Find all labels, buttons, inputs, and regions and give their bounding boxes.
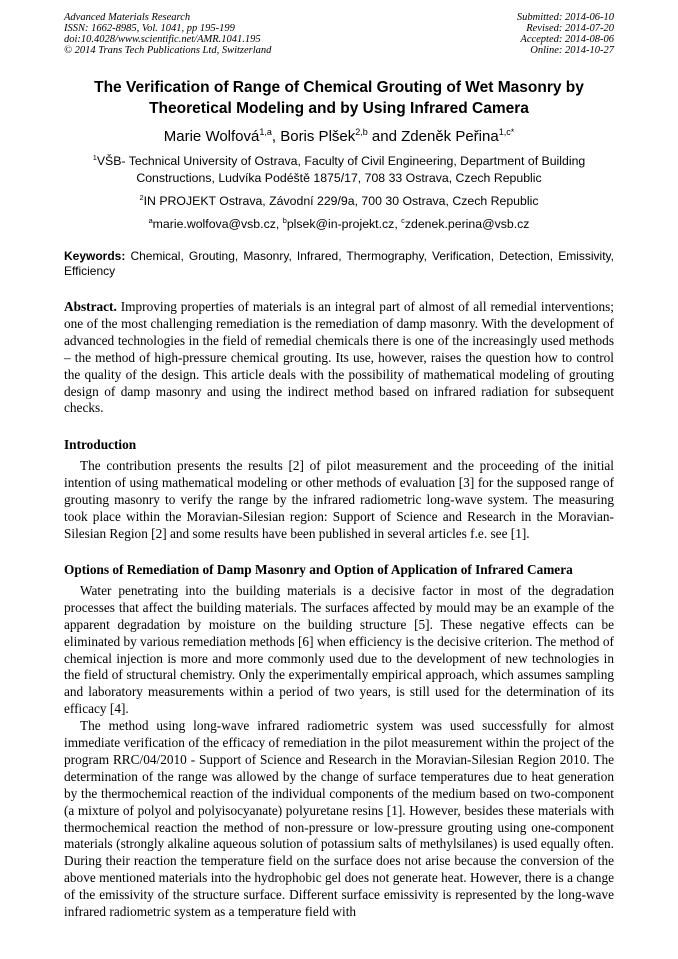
section-heading-options: Options of Remediation of Damp Masonry and Option of Application of Infrared Camera: [64, 561, 573, 577]
journal-doi: doi:10.4028/www.scientific.net/AMR.1041.195: [64, 34, 261, 45]
email-link[interactable]: zdenek.perina@vsb.cz: [404, 217, 530, 231]
date-online: Online: 2014-10-27: [530, 45, 614, 56]
email-link[interactable]: plsek@in-projekt.cz: [286, 217, 395, 231]
author-separator: ,: [271, 128, 281, 145]
author-name: Marie Wolfová: [163, 128, 260, 145]
date-accepted: Accepted: 2014-08-06: [520, 34, 614, 45]
journal-name: Advanced Materials Research: [64, 12, 191, 23]
paper-title: The Verification of Range of Chemical Grouting of Wet Masonry by Theoretical Modeling and by Using Infrared Camera: [94, 79, 584, 117]
options-paragraph-1: Water penetrating into the building materials is a decisive factor in most of the degradation processes that affect the building materials. The surfaces affected by mould may be an example of the apparent degradation by moisture on the building structure [5]. These negative effects can be eliminated by various remediation methods [6] when efficiency is the decisive criterion. The method of chemical injection is more and more commonly used due to the development of new technologies in the field of structural chemistry. Only the experimentally empirical approach, which assumes sampling and laboratory measurements within a period of two years, is still used for the determination of its efficacy [4].: [64, 582, 614, 717]
author-affiliation-mark: 1,a: [259, 127, 272, 137]
author-emails: [64, 216, 614, 232]
affiliation-1: [64, 153, 614, 187]
affiliation-text: VŠB- Technical University of Ostrava, Faculty of Civil Engineering, Department of Building Constructions, Ludvíka Podéště 1875/17, 708 33 Ostrava, Czech Republic: [96, 154, 586, 185]
email-link[interactable]: marie.wolfova@vsb.cz: [152, 217, 276, 231]
keywords-text: Chemical, Grouting, Masonry, Infrared, Thermography, Verification, Detection, Emissivity, Efficiency: [64, 249, 614, 278]
date-submitted: Submitted: 2014-06-10: [516, 12, 614, 23]
author-affiliation-mark: 1,c*: [498, 127, 515, 137]
email-mark: c: [401, 215, 405, 225]
affiliation-2: [64, 193, 614, 210]
abstract-label: Abstract.: [64, 299, 117, 314]
email-mark: a: [148, 215, 153, 225]
journal-header: [64, 12, 614, 56]
date-revised: Revised: 2014-07-20: [526, 23, 614, 34]
keywords-label: Keywords:: [64, 249, 126, 263]
section-heading-introduction: Introduction: [64, 437, 137, 453]
keywords: [64, 249, 614, 279]
journal-copyright: © 2014 Trans Tech Publications Ltd, Switzerland: [64, 45, 272, 56]
affiliation-mark: 1: [92, 152, 97, 162]
email-mark: b: [282, 215, 287, 225]
email-separator: ,: [275, 217, 283, 231]
paper-page: [64, 12, 614, 921]
author-affiliation-mark: 2,b: [355, 127, 368, 137]
journal-info: [64, 12, 271, 56]
affiliation-text: IN PROJEKT Ostrava, Závodní 229/9a, 700 30 Ostrava, Czech Republic: [143, 194, 539, 208]
author-separator: and: [367, 128, 402, 145]
introduction-paragraph: The contribution presents the results [2] of pilot measurement and the proceeding of the initial intention of using mathematical modeling or other methods of evaluation [3] for the supposed range of grouting masonry to verify the range by the infrared radiometric long-wave system. The measuring took place within the Moravian-Silesian region: Support of Science and Research in the Moravian-Silesian Region [2] and some results have been published in several articles f.e. see [1].: [64, 458, 614, 541]
author-name: Boris Plšek: [280, 128, 356, 145]
author-name: Zdeněk Peřina: [401, 128, 499, 145]
options-paragraph-2: The method using long-wave infrared radiometric system was used successfully for almost immediate verification of the efficacy of remediation in the pilot measurement within the project of the program RRC/04/2010 - Support of Science and Research in the Moravian-Silesian Region 2010. The determination of the range was allowed by the change of surface temperatures due to heat generation by the thermochemical reaction of the individual components of the medium based on two-component (a mixture of polyol and polyisocyanate) polyuretane resins [1]. However, besides these materials with thermochemical reaction the method of non-pressure or low-pressure grouting using one-component materials (strongly alkaline aqueous solution of potassium salts of methylsilanes) is used equally often. During their reaction the temperature field on the surface does not arise because the conversion of the above mentioned materials into the hydrophobic gel does not generate heat. However, there is a change of the emissivity of the structure surface. Different surface emissivity is represented by the long-wave infrared radiometric system as a temperature field with: [64, 718, 614, 920]
submission-dates: [517, 12, 614, 56]
affiliation-mark: 2: [139, 192, 144, 202]
abstract: [64, 299, 614, 417]
email-separator: ,: [394, 217, 402, 231]
journal-issn: ISSN: 1662-8985, Vol. 1041, pp 195-199: [64, 23, 235, 34]
abstract-text: Improving properties of materials is an integral part of almost of all remedial interventions; one of the most challenging remediation is the remediation of damp masonry. With the development of advanced technologies in the field of remedial chemicals there is one of the increasingly used methods – the method of high-pressure chemical grouting. Its use, however, raises the question how to control the quality of the design. This article deals with the possibility of mathematical modeling of grouting design of damp masonry and using the indirect method based on infrared radiation for subsequent checks.: [64, 299, 614, 416]
author-list: [64, 127, 614, 146]
